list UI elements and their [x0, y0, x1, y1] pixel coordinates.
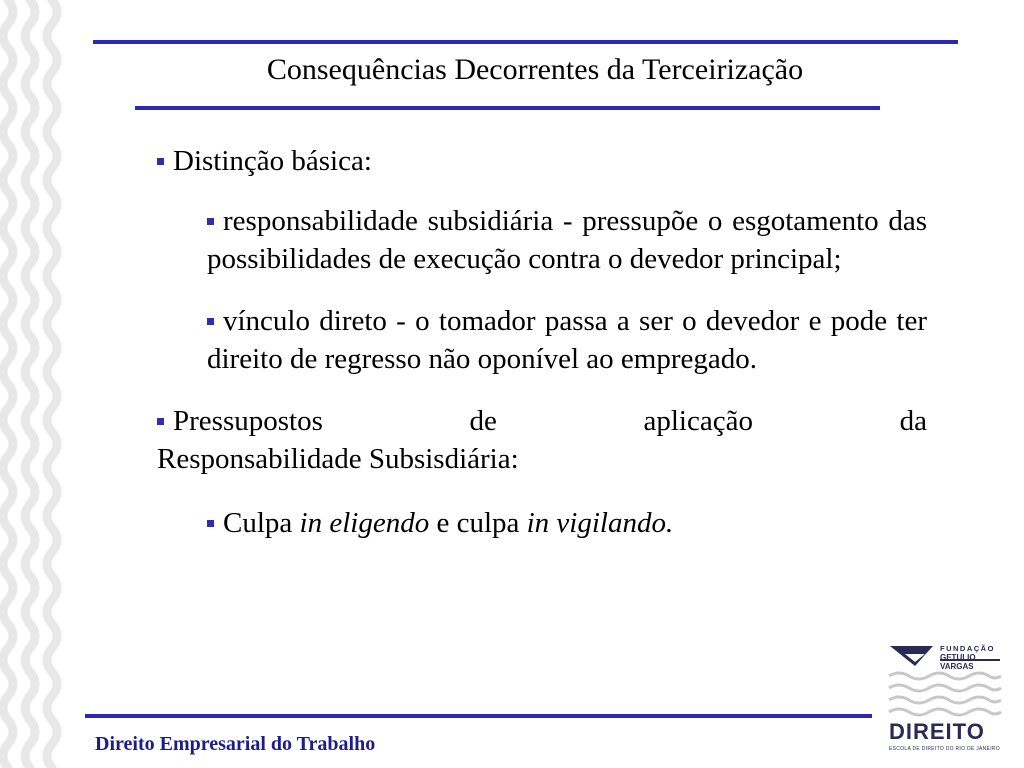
bullet-text: vínculo direto - o tomador passa a ser o devedor e pode ter direito de regresso não oponível ao empregado.	[207, 305, 927, 375]
bullet-text: de	[469, 405, 497, 437]
bullet-square-icon	[207, 318, 214, 325]
bullet-square-icon	[207, 218, 214, 225]
logo-foundation-text	[940, 644, 1005, 671]
title-underline-rule	[135, 106, 880, 110]
fgv-direito-logo	[885, 640, 1005, 760]
bullet-text-italic: in eligendo	[299, 507, 430, 539]
bullet-square-icon	[207, 520, 214, 527]
slide-content	[157, 142, 927, 542]
slide-title: Consequências Decorrentes da Terceirização	[266, 53, 804, 86]
logo-school: ESCOLA DE DIREITO DO RIO DE JANEIRO	[889, 746, 1000, 752]
bullet-text: aplicação	[643, 405, 753, 437]
bullet-pressupostos	[157, 402, 927, 478]
subbullet-vinculo	[207, 302, 927, 378]
bullet-text: Distinção básica:	[173, 145, 372, 177]
bullet-distincao	[157, 142, 927, 180]
logo-line2: GETULIO VARGAS	[940, 653, 976, 671]
bullet-text: Pressupostos	[173, 405, 323, 437]
decorative-wave-border	[0, 0, 80, 768]
logo-brand: DIREITO	[889, 719, 985, 744]
subbullet-responsabilidade	[207, 202, 927, 278]
logo-line1: FUNDAÇÃO	[940, 644, 995, 653]
bullet-square-icon	[157, 418, 164, 425]
bullet-text: da	[899, 405, 927, 437]
bullet-square-icon	[157, 158, 164, 165]
top-rule	[93, 40, 958, 44]
bullet-text-italic: in vigilando.	[526, 507, 674, 539]
bullet-text: Culpa	[223, 507, 300, 539]
subbullet-culpa	[207, 504, 927, 542]
bullet-text: responsabilidade subsidiária - pressupõe o esgotamento das possibilidades de execução contra o devedor principal;	[207, 205, 927, 275]
bullet-text: e culpa	[429, 507, 527, 539]
bullet-text: Responsabilidade Subsisdiária:	[157, 443, 519, 475]
footer-rule	[85, 714, 872, 718]
footer-title: Direito Empresarial do Trabalho	[95, 733, 376, 755]
